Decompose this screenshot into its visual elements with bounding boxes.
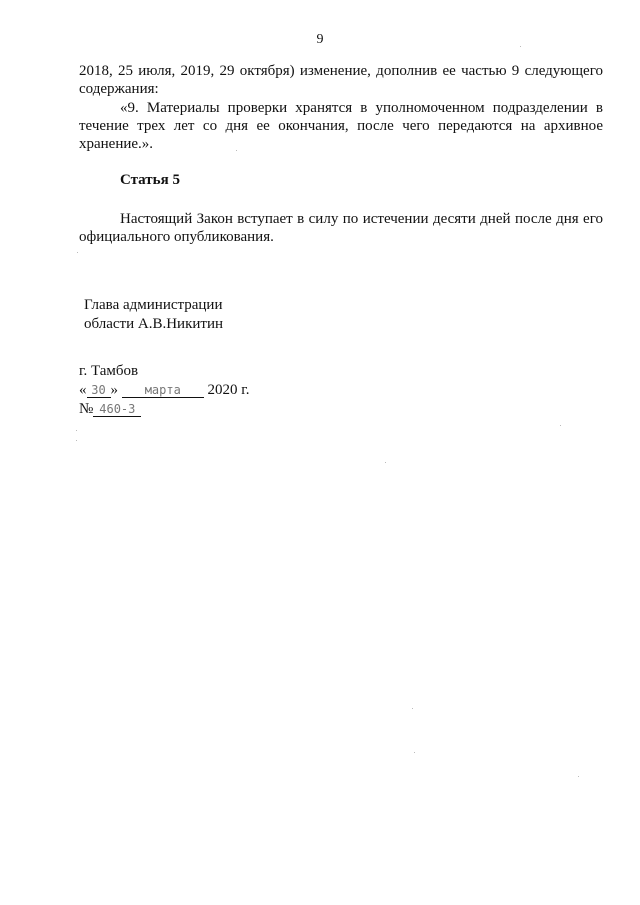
date-line	[79, 381, 249, 400]
signature-title: Глава администрации	[84, 297, 223, 313]
scan-speck	[520, 46, 521, 47]
paragraph-line: хранение.».	[79, 136, 154, 152]
scan-speck	[76, 440, 77, 441]
article-heading: Статья 5	[120, 172, 180, 188]
page-number: 9	[316, 32, 324, 47]
paragraph-amendment	[79, 62, 603, 98]
date-day: 30	[87, 383, 111, 398]
scan-speck	[385, 462, 386, 463]
paragraph-line: течение трех лет со дня ее окончания, после чего передаются на архивное	[79, 118, 603, 134]
paragraph-line: «9. Материалы проверки хранятся в уполномоченном подразделении в	[120, 100, 603, 116]
signature-block	[84, 296, 223, 334]
date-year: 2020 г.	[207, 382, 250, 398]
scan-speck	[412, 708, 413, 709]
date-open-quote: «	[79, 382, 87, 398]
signature-name: области А.В.Никитин	[84, 316, 224, 332]
scan-speck	[560, 425, 561, 426]
paragraph-part-9	[79, 99, 603, 153]
place-date-block	[79, 362, 249, 419]
scan-speck	[236, 150, 237, 151]
scan-speck	[414, 752, 415, 753]
city: г. Тамбов	[79, 363, 139, 379]
paragraph-line: официального опубликования.	[79, 229, 274, 245]
law-number-line	[79, 400, 249, 419]
scan-speck	[76, 430, 77, 431]
date-close-quote: »	[110, 382, 118, 398]
scan-speck	[77, 252, 78, 253]
scan-speck	[578, 776, 579, 777]
number-sign: №	[79, 401, 94, 417]
paragraph-line: Настоящий Закон вступает в силу по истечении десяти дней после дня его	[120, 211, 603, 227]
date-month: марта	[122, 383, 204, 398]
law-number: 460-З	[93, 402, 141, 417]
paragraph-line: 2018, 25 июля, 2019, 29 октября) изменение, дополнив ее частью 9 следующего	[79, 63, 603, 79]
paragraph-article-5	[79, 210, 603, 246]
paragraph-line: содержания:	[79, 81, 159, 97]
